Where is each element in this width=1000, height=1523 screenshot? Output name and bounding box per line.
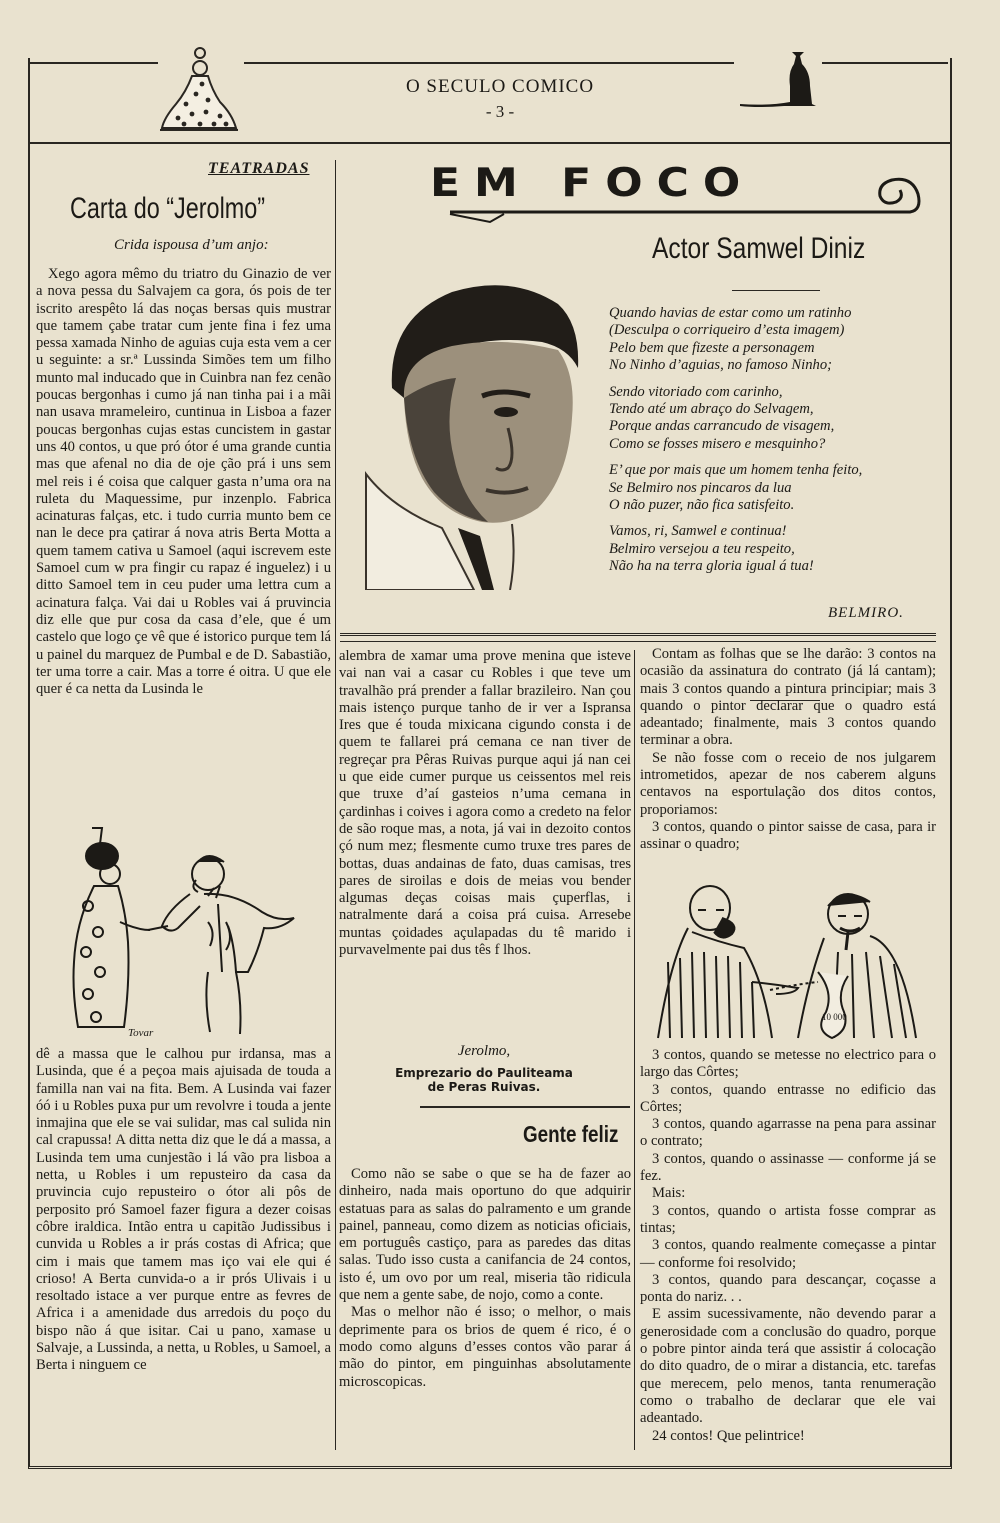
poem-line: Se Belmiro nos pincaros da lua xyxy=(609,479,792,496)
column-rule-1 xyxy=(335,160,336,1450)
newspaper-title: O SECULO COMICO xyxy=(405,76,595,97)
section-kicker: TEATRADAS xyxy=(208,160,310,177)
gente-feliz-right-top xyxy=(640,646,936,854)
right-paragraph: 3 contos, quando para descançar, coçasse a ponta do nariz. . . xyxy=(640,1271,936,1306)
right-paragraph: Contam as folhas que se lhe darão: 3 contos na ocasião da assinatura do contrato (já lá cantam); mais 3 contos quando a pintura principiar; mais 3 quando o pintor declarar que o quadro está adeantado; finalmente, mais 3 contos quando terminar a obra. xyxy=(640,646,936,749)
right-paragraph: 3 contos, quando realmente começasse a pintar — conforme foi resolvido; xyxy=(640,1237,936,1271)
gente-feliz-paragraph: Como não se sabe o que se ha de fazer ao dinheiro, nada mais oportuno do que adquirir estatuas para as salas do palramento e um grande painel, panneau, como dizem as noticias oficiais, em português castiço, para as paredes das ditas salas. Tudo isso custa a canifancia de 24 contos, isto é, um ovo por um real, miseria tão ridicula que nem a gente sabe, de nojo, como a conte. xyxy=(339,1166,631,1304)
poem-line: Tendo até um abraço do Selvagem, xyxy=(609,401,814,418)
poem-stanza-2 xyxy=(609,384,941,454)
poem xyxy=(609,305,941,585)
poem-author: BELMIRO. xyxy=(828,605,904,621)
actor-portrait-photo xyxy=(362,278,602,590)
signoff-divider xyxy=(420,1106,630,1108)
right-paragraph: Mais: xyxy=(652,1185,686,1202)
gente-feliz-paragraph: Mas o melhor não é isso; o melhor, o mais deprimente para os brios de quem é rico, é o modo como alguns d’esses contos vão parar á mão do pintor, em pinguinhas absolutamente microscopicas. xyxy=(339,1304,631,1390)
poem-line: Quando havias de estar como um ratinho xyxy=(609,305,852,321)
poem-line: O não puzer, não fica satisfeito. xyxy=(609,497,795,514)
poem-line: Pelo bem que fizeste a personagem xyxy=(609,339,815,356)
poem-stanza-3 xyxy=(609,462,941,514)
signature-role-1: Emprezario do Pauliteama xyxy=(395,1066,573,1080)
em-foco-banner: EM FOCO xyxy=(430,160,755,206)
right-paragraph: Se não fosse com o receio de nos julgarem intrometidos, apezar de nos caberem alguns centavos na esportulação dos ditos contos, proporiamos: xyxy=(640,749,936,818)
em-foco-bottom-rule-2 xyxy=(340,641,936,642)
right-paragraph: 3 contos, quando o pintor saisse de casa, para ir assinar o quadro; xyxy=(640,818,936,853)
right-paragraph: 3 contos, quando entrasse no edificio das Côrtes; xyxy=(640,1081,936,1115)
right-paragraph: 3 contos, quando se metesse no electrico para o largo das Côrtes; xyxy=(640,1047,936,1081)
two-men-cartoon-illustration xyxy=(648,872,928,1042)
article-body-top xyxy=(36,266,331,698)
header-rule xyxy=(30,142,950,144)
couple-cartoon-illustration xyxy=(58,822,308,1042)
illustrator-signature: Tovar xyxy=(128,1027,154,1039)
poem-line: E’ que por mais que um homem tenha feito, xyxy=(609,462,863,479)
right-paragraph: 3 contos, quando agarrasse na pena para assinar o contrato; xyxy=(640,1116,936,1150)
poem-line: Como se fosses misero e mesquinho? xyxy=(609,435,826,452)
article-paragraph-middle: alembra de xamar uma prove menina que isteve vai nan vai a casar cu Robles i que teve um travalhão prá prender a fallar brazileiro. Nan çou mais istenço purque tanho de ir ver a Ispransa Ires que é touda mixicana cigundo consta i de quem te fallarei prá cemana ce nan tiver de regreçar pra Pêras Ruivas purque aqui já nan cei u que eide cumer purque us ceissentos mel reis que truxe d’aí gasteios n’uma cemana in çardinhas i coives i agora como a credeto na felor de são roque mas, a nota, já vai in dezoito contos çó num mez; flesmente cumo truxe tres pares de bottas, duas andainas de fato, duas camisas, tres pares de siroilas e dois de meias vou bender algumas deças coisas mais çuperflas, i natralmente dará a coisa prá cuisa. Arresebe muntas çoidades açulapadas du tê marido i purvavelmente pai dus tês f lhos. xyxy=(339,648,631,959)
actor-name-heading: Actor Samwel Diniz xyxy=(652,232,866,265)
masthead xyxy=(0,76,1000,122)
poem-line: Porque andas carrancudo de visagem, xyxy=(609,418,835,435)
gente-feliz-right-bottom xyxy=(640,1047,936,1445)
top-rule-left xyxy=(30,62,158,64)
money-bag-label: 10 000 xyxy=(822,1012,847,1022)
article-headline: Carta do “Jerolmo” xyxy=(70,192,266,225)
poem-stanza-1 xyxy=(609,305,941,375)
gente-feliz-headline: Gente feliz xyxy=(523,1121,619,1147)
poem-line: Vamos, ri, Samwel e continua! xyxy=(609,523,787,540)
poem-line: No Ninho d’aguias, no famoso Ninho; xyxy=(609,357,832,374)
em-foco-bottom-rule xyxy=(340,633,936,636)
banner-flourish xyxy=(440,162,930,228)
letter-signature: Jerolmo, xyxy=(457,1043,511,1059)
right-paragraph: E assim sucessivamente, não devendo parar a generosidade com a conclusão do quadro, porque o pobre pintor ainda terá que assistir á colocação do dito quadro, de o mirar a distancia, etc. tarefas que merecem, pelo menos, tanta renumeração como o trabalho de declarar que ele vai adeantado. xyxy=(640,1306,936,1427)
poem-line: Sendo vitoriado com carinho, xyxy=(609,383,783,400)
poem-line: Não ha na terra gloria igual á tua! xyxy=(609,558,814,575)
right-paragraph: 3 contos, quando o artista fosse comprar as tintas; xyxy=(640,1202,936,1236)
gente-feliz-body xyxy=(339,1166,631,1391)
article-salutation: Crida ispousa d’um anjo: xyxy=(114,237,269,253)
right-paragraph: 24 contos! Que pelintrice! xyxy=(652,1427,805,1444)
article-middle-column xyxy=(339,648,631,959)
poem-line: (Desculpa o corriqueiro d’esta imagem) xyxy=(609,322,845,339)
poem-line: Belmiro versejou a teu respeito, xyxy=(609,540,795,557)
subject-divider xyxy=(732,290,820,291)
top-rule-center xyxy=(244,62,734,64)
top-rule-right xyxy=(822,62,948,64)
page-number: - 3 - xyxy=(485,102,515,121)
article-paragraph: Xego agora mêmo du triatro du Ginazio de ver a nova pessa du Salvajem ca gora, ós pois de ter iscrito arespêto lá das noças bersas quis mustrar que tamem çabe tratar cum jente fina i fez uma pessa xamada Ninho de aguias cuja esta vem a cer u seguinte: a sr.ª Lussinda Simões tem um filho munto mal inducado que in Cuinbra nan fez cenão poucas bergonhas i cumo já nan tinha pai i a mãi nan usava mrameleiro, cuntinua in Lisboa a fazer poucas bergonhas cujas estas cuncistem in gastar uns 40 contos, u que pró ótor é uma grande cuntia mas que afenal no dia de oje ção prá i uns sem mel reis i é coisa que calquer gasta n’uma ora na ruleta du Maquessime, pur inzenplo. Fabrica acinaturas falças, etc. i tudo curria munto bem ce nan le dece pra çatirar á nova atris Berta Motta a quem tamem cativa u Samoel (aqui iscrevem este Samoel cum w pra fingir cu rapaz é inguelez) i u ditto Samoel tem in ceu puder uma lettra cum a acinatura falça. Vai dai u Robles vai á pruvincia diz elle que pur cosa da casa d’ele, que é um castelo que logo çe vê que é istorico purque tem lá u painel du marquez de Pumbal e de D. Sabastião, ter uma torre a cair. Mas a torre é oitra. U que ele quer é ca netta da Lusinda le xyxy=(36,266,332,698)
signature-role-2: de Peras Ruivas. xyxy=(427,1080,541,1094)
article-body-bottom xyxy=(36,1046,331,1375)
column-rule-2 xyxy=(634,650,635,1450)
poem-stanza-4 xyxy=(609,523,941,575)
right-paragraph: 3 contos, quando o assinasse — conforme já se fez. xyxy=(640,1150,936,1185)
article-paragraph-continued: dê a massa que le calhou pur irdansa, mas a Lusinda, que é a peçoa mais ajuisada de touda a familla nan vai na fita. Bem. A Lusinda vai fazer óó i u Robles puxa pur um revolvre i touda a jente inmajina que ele se vai sulidar, mas cal sulida nin cal crapussa! A ditta netta diz que le dá a massa, a Lusinda tem uma cunjestão i lá vão pra lisboa a netta, u Robles i um repusteiro da casa da pruvincia cujo repusteiro o ótor ali pôs de perposito pró Samoel fazer figura a dezer coisas côbre iraldica. Intão entra u capitão Judissibus i cunvida u Robles a ir prás costas di Africa; que cim i mais que tamem mas iço vai ele qui é crioso! A Berta cunvida-o a ir prós Ulivais i u resoltado istace a ver purque entre as fevres de Africa i a amenidade dus arredois du poço du bispo não á que isitar. Cai u pano, xamase u Salvaje, a Lussinda, a netta, u Robles, u Samoel, a Berta i ninguem ce xyxy=(36,1046,331,1374)
